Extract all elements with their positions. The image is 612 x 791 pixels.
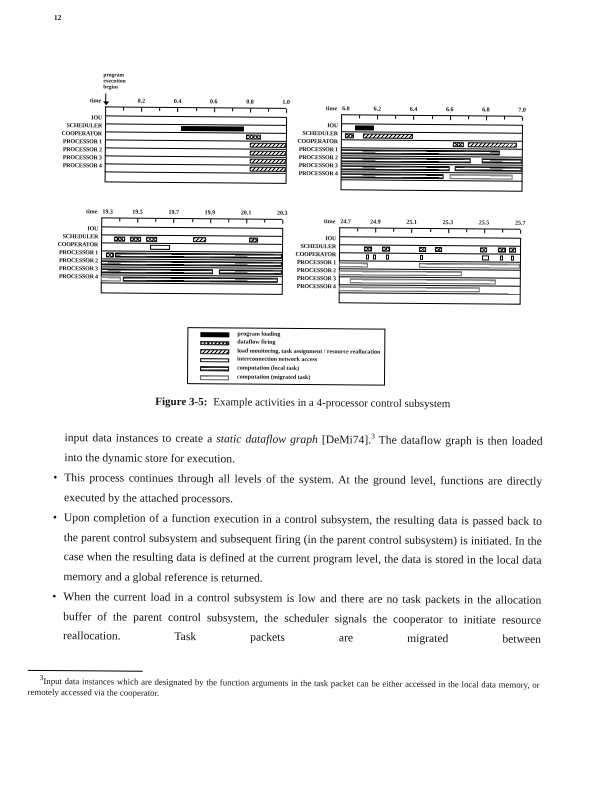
activity-bar-network-access [482, 255, 489, 260]
text-run-sup: 3 [39, 673, 44, 683]
axis-tick [430, 229, 431, 232]
footnote [27, 673, 540, 702]
row-label-iou: IOU [327, 123, 339, 130]
row-label-processor-4: PROCESSOR 4 [62, 163, 102, 170]
row-label-processor-4: PROCESSOR 4 [296, 283, 336, 291]
bullet-paragraph [53, 468, 542, 511]
paragraph [53, 428, 542, 471]
activity-bar-network-access [386, 254, 389, 259]
row-label-cooperator: COOPERATOR [297, 138, 338, 146]
row-label-processor-2: PROCESSOR 2 [58, 258, 98, 265]
axis-tick-label: 6.2 [373, 106, 382, 113]
axis-tick [393, 229, 394, 232]
row-label-cooperator: COOPERATOR [61, 131, 102, 138]
axis-tick [412, 229, 413, 233]
row-label-iou: IOU [91, 115, 103, 122]
axis-start-label: 24.7 [340, 218, 351, 225]
bullet-marker: • [52, 590, 57, 604]
legend-label-program-loading: program loading [237, 330, 281, 338]
time-axis-label: time [85, 208, 98, 215]
axis-tick-label: 0.6 [210, 98, 218, 105]
program-execution-begins-note: program execution begins [103, 72, 126, 91]
text-run: Upon completion of a function execution in a control subsystem, the resulting data is passed back to the parent control subsystem and subsequent firing (in the parent control subsystem) is initiated. In the case when the resulting data is defined at the current program level, the data is stored in the local data memory and a global reference is returned. [63, 511, 542, 585]
activity-bar-dataflow-firing [509, 247, 516, 252]
axis-tick-label: 24.9 [370, 219, 381, 226]
row-label-scheduler: SCHEDULER [302, 130, 338, 138]
axis-tick-label: 19.5 [132, 209, 143, 216]
activity-bar-dataflow-firing [364, 246, 371, 251]
activity-bar-network-access [511, 255, 514, 260]
activity-bar-network-access [373, 254, 376, 259]
text-run: The dataflow graph is then loaded into the dynamic store for execution. [64, 433, 543, 465]
axis-tick [375, 229, 376, 233]
text-run: [DeMi74]. [317, 433, 372, 447]
legend-label-network-access: interconnection network access [237, 356, 318, 364]
legend-swatch-computation-migrated [200, 375, 229, 380]
axis-tick-label: 0.8 [246, 99, 254, 106]
activity-bar-dataflow-firing [480, 247, 487, 252]
time-axis-label: time [89, 97, 102, 104]
axis-tick-label: 6.4 [409, 106, 418, 113]
text-run: Input data instances which are designated by the function arguments in the task packet can be either accessed in the local data memory, or remotely accessed via the cooperator. [27, 675, 540, 698]
axis-tick-label: 25.3 [442, 219, 454, 226]
row-label-iou: IOU [325, 236, 337, 243]
row-label-scheduler: SCHEDULER [66, 123, 103, 130]
row-label-processor-3: PROCESSOR 3 [62, 155, 102, 162]
bullet-paragraph [52, 587, 541, 649]
bullet-marker: • [53, 471, 58, 485]
axis-tick-label: 6.6 [445, 106, 454, 113]
row-label-processor-2: PROCESSOR 2 [62, 147, 102, 154]
time-axis-label: time [323, 218, 336, 225]
text-run: input data instances to create a [64, 431, 217, 446]
axis-tick-label: 25.7 [514, 220, 526, 227]
text-run-sup: 3 [371, 431, 375, 441]
row-label-processor-1: PROCESSOR 1 [58, 250, 99, 257]
legend-swatch-program-loading [200, 332, 229, 337]
row-label-processor-3: PROCESSOR 3 [296, 275, 336, 283]
activity-bar-dataflow-firing [419, 246, 426, 251]
row-label-scheduler: SCHEDULER [62, 234, 99, 241]
axis-tick [502, 230, 503, 233]
axis-start-label: 19.3 [102, 208, 113, 215]
text-run-italic: static dataflow graph [216, 432, 318, 447]
axis-tick [448, 229, 449, 233]
row-label-cooperator: COOPERATOR [295, 251, 337, 259]
axis-tick-label: 0.4 [173, 98, 182, 105]
axis-tick-label: 19.7 [168, 209, 179, 216]
legend-label-load-monitoring: load monitoring, task assignment / resource reallocation [237, 348, 381, 356]
row-label-processor-2: PROCESSOR 2 [296, 267, 336, 275]
legend-swatch-computation-local [200, 367, 229, 372]
figure-caption-text: Example activities in a 4-processor control subsystem [213, 396, 451, 411]
row-label-processor-3: PROCESSOR 3 [58, 266, 98, 273]
legend-label-computation-migrated: computation (migrated task) [237, 373, 311, 381]
row-label-processor-1: PROCESSOR 1 [296, 259, 336, 267]
row-label-iou: IOU [87, 226, 99, 233]
axis-tick [520, 230, 521, 234]
row-label-processor-1: PROCESSOR 1 [62, 139, 102, 146]
bullet-paragraph [52, 508, 542, 590]
activity-bar-computation-migrated [339, 262, 368, 267]
axis-tick [484, 229, 485, 233]
legend-swatch-load-monitoring [200, 349, 229, 354]
activity-bar-network-access [420, 254, 423, 259]
time-axis-label: time [325, 105, 338, 112]
axis-box-connector [339, 227, 340, 236]
axis-tick-label: 1.0 [282, 99, 290, 106]
axis-tick-label: 20.3 [277, 210, 288, 217]
activity-bar-network-access [500, 255, 503, 260]
axis-tick-label: 19.9 [204, 209, 216, 216]
page-number: 12 [53, 13, 62, 23]
figure-caption-label: Figure 3-5: [155, 395, 208, 409]
body-text [52, 428, 543, 650]
row-label-processor-4: PROCESSOR 4 [58, 274, 98, 281]
row-label-processor-2: PROCESSOR 2 [298, 154, 338, 162]
legend-label-computation-local: computation (local task) [237, 365, 300, 372]
axis-tick [357, 228, 358, 231]
text-run: When the current load in a control subsystem is low and there are no task packets in the allocation buffer of the parent control subsystem, the scheduler signals the cooperator to initiate resource reallocation. Task packets are migrated between [62, 590, 542, 646]
text-run: This process continues through all levels of the system. At the ground level, functions are directly executed by the attached processors. [64, 471, 543, 505]
activity-bar-dataflow-firing [435, 247, 442, 252]
activity-bar-computation-migrated [339, 270, 462, 276]
bullet-marker: • [52, 511, 58, 525]
activity-bar-dataflow-firing [498, 247, 505, 252]
legend-label-dataflow-firing: dataflow firing [237, 339, 276, 346]
activity-bar-computation-migrated [419, 262, 520, 268]
activity-bar-dataflow-firing [382, 246, 389, 251]
legend-swatch-dataflow-firing [200, 341, 229, 346]
row-label-scheduler: SCHEDULER [300, 243, 337, 251]
axis-tick-label: 7.0 [518, 107, 526, 114]
legend-swatch-network-access [200, 358, 229, 363]
axis-tick-label: 20.1 [240, 209, 252, 217]
axis-tick-label: 25.1 [406, 219, 417, 226]
row-label-processor-3: PROCESSOR 3 [298, 162, 338, 170]
row-label-processor-4: PROCESSOR 4 [298, 170, 338, 178]
axis-tick [466, 229, 467, 232]
axis-tick-label: 6.8 [482, 106, 490, 113]
row-label-processor-1: PROCESSOR 1 [298, 146, 338, 154]
axis-tick-label: 0.2 [137, 98, 146, 105]
activity-bar-network-access [366, 254, 369, 259]
axis-start-label: 6.0 [342, 105, 350, 112]
axis-tick-label: 25.5 [478, 219, 490, 226]
row-label-cooperator: COOPERATOR [57, 242, 99, 249]
